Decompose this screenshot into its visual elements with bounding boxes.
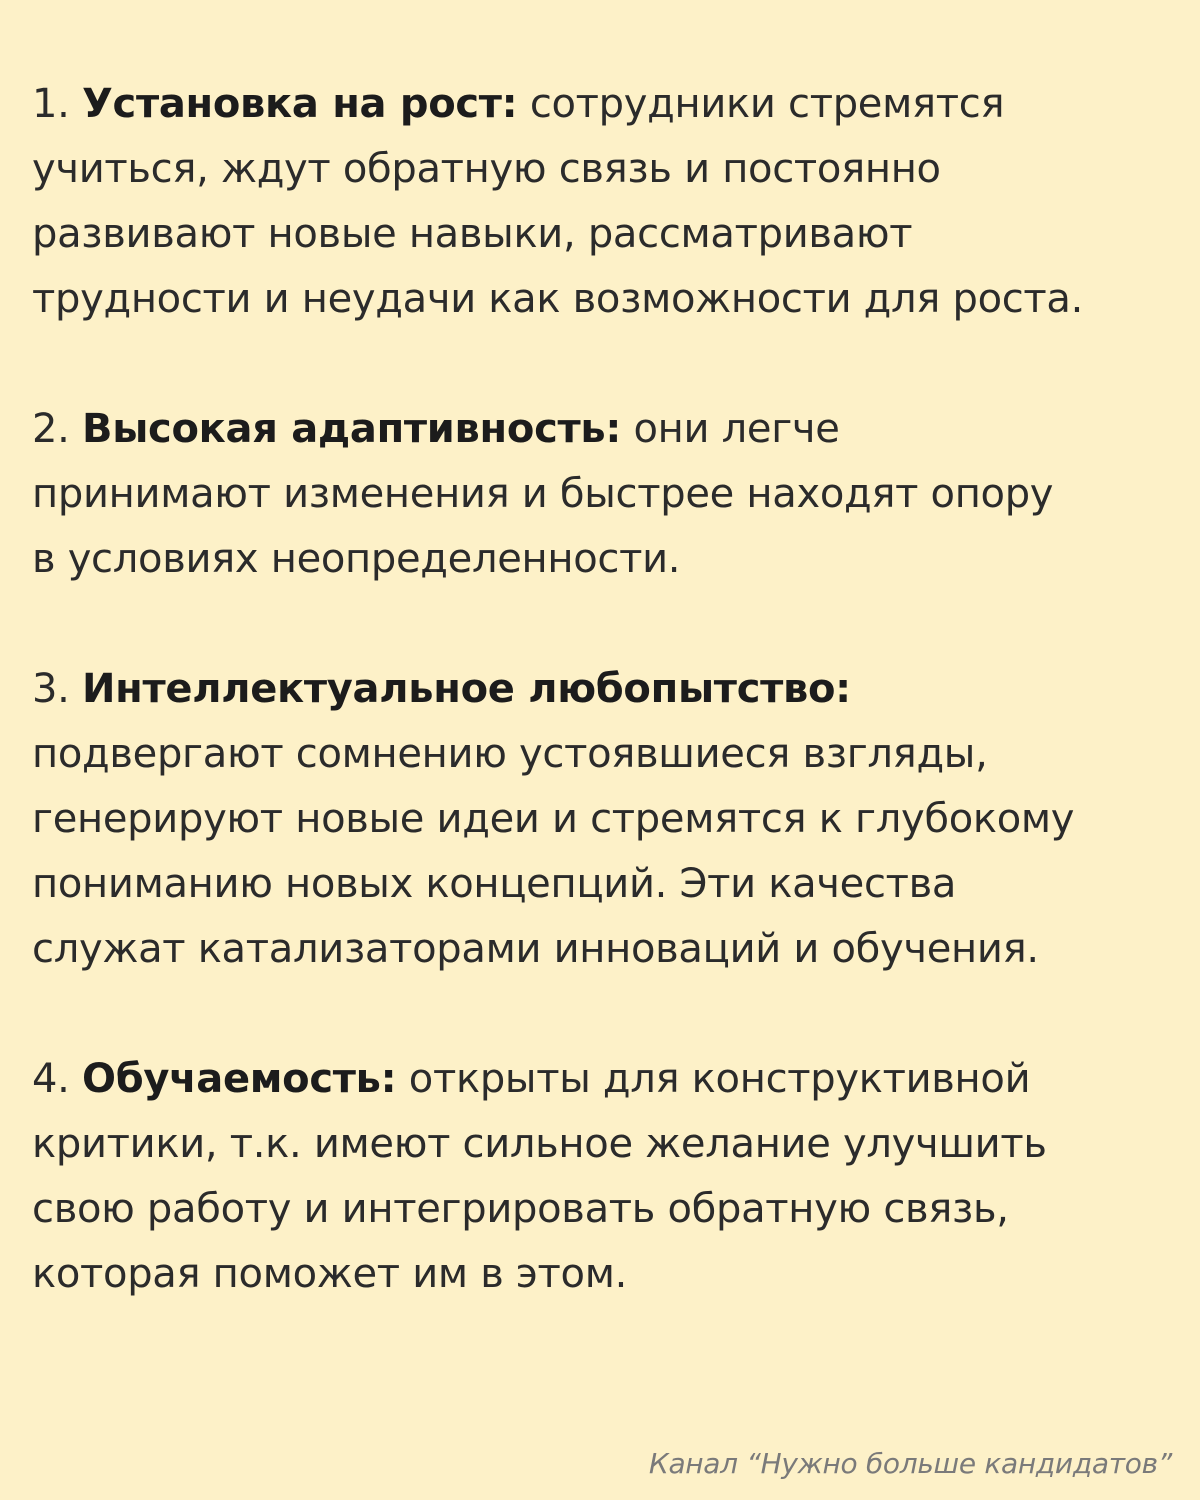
list-item-curiosity <box>32 657 1182 982</box>
document-body <box>32 72 1182 1372</box>
item-first-line <box>32 657 1182 722</box>
item-number: 1. <box>32 81 70 127</box>
item-text: служат катализаторами инноваций и обучения. <box>32 926 1039 972</box>
item-first-line <box>32 72 1182 137</box>
item-text: трудности и неудачи как возможности для роста. <box>32 276 1084 322</box>
item-term: Высокая адаптивность: <box>82 406 622 452</box>
item-text: принимают изменения и быстрее находят опору <box>32 471 1054 517</box>
item-text: пониманию новых концепций. Эти качества <box>32 861 957 907</box>
list-item-growth-mindset <box>32 72 1182 332</box>
item-number: 2. <box>32 406 70 452</box>
item-text: генерируют новые идеи и стремятся к глубокому <box>32 796 1075 842</box>
item-text: они легче <box>633 406 840 452</box>
item-text: учиться, ждут обратную связь и постоянно <box>32 146 941 192</box>
list-item-adaptability <box>32 397 1182 592</box>
list-item-learnability <box>32 1047 1182 1307</box>
item-text: критики, т.к. имеют сильное желание улучшить <box>32 1121 1047 1167</box>
item-term: Обучаемость: <box>82 1056 397 1102</box>
item-text: сотрудники стремятся <box>529 81 1005 127</box>
item-text: в условиях неопределенности. <box>32 536 681 582</box>
item-first-line <box>32 397 1182 462</box>
item-text: подвергают сомнению устоявшиеся взгляды, <box>32 731 988 777</box>
item-text: которая поможет им в этом. <box>32 1251 628 1297</box>
item-number: 4. <box>32 1056 70 1102</box>
item-number: 3. <box>32 666 70 712</box>
item-term: Установка на рост: <box>82 81 518 127</box>
channel-credit: Канал “Нужно больше кандидатов” <box>648 1447 1172 1480</box>
item-text: развивают новые навыки, рассматривают <box>32 211 913 257</box>
item-term: Интеллектуальное любопытство: <box>82 666 851 712</box>
item-text: свою работу и интегрировать обратную связь, <box>32 1186 1009 1232</box>
item-first-line <box>32 1047 1182 1112</box>
item-text: открыты для конструктивной <box>408 1056 1031 1102</box>
